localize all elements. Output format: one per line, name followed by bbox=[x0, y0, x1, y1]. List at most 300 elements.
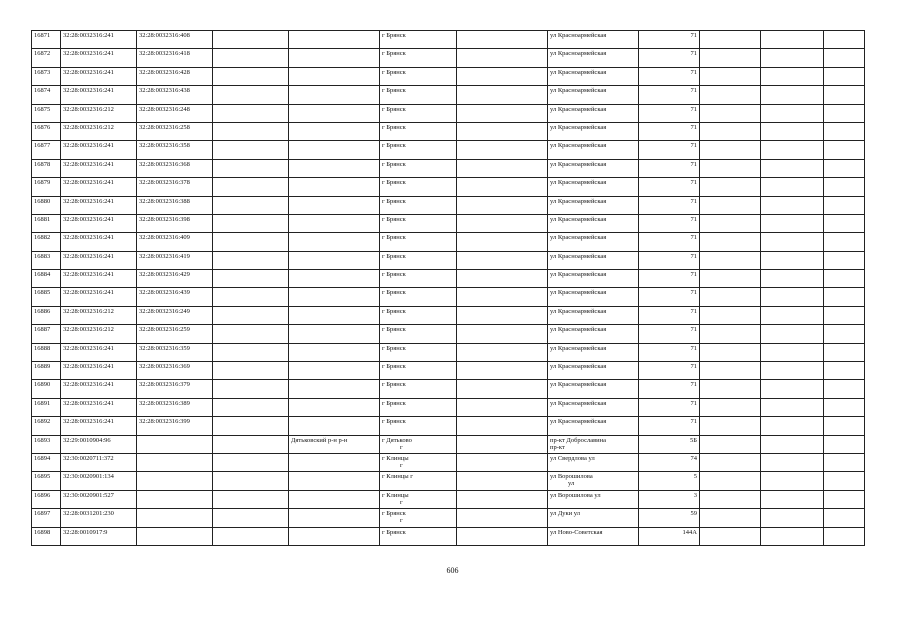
record-number-cell bbox=[32, 417, 61, 435]
table-row bbox=[32, 233, 865, 251]
cell-text: 32:28:0032316:249 bbox=[139, 307, 190, 315]
building-cadastral-number-cell bbox=[137, 343, 213, 361]
locality-cell bbox=[380, 31, 457, 49]
blank-cell bbox=[761, 86, 824, 104]
record-number-cell bbox=[32, 509, 61, 527]
cell-text: 71 bbox=[690, 32, 697, 39]
district-cell bbox=[289, 159, 380, 177]
blank-cell bbox=[824, 159, 865, 177]
locality-cell bbox=[380, 141, 457, 159]
cell-text: 16881 bbox=[34, 215, 51, 223]
cell-text: 32:28:0032316:241 bbox=[63, 215, 114, 223]
street-cell bbox=[548, 417, 639, 435]
blank-cell bbox=[824, 490, 865, 508]
cell-text: ул Свердлова ул bbox=[550, 454, 595, 462]
street-cell bbox=[548, 233, 639, 251]
cell-text: 5Б bbox=[690, 436, 697, 444]
cell-text: 71 bbox=[690, 215, 697, 223]
blank-cell bbox=[457, 86, 548, 104]
blank-cell bbox=[213, 49, 289, 67]
house-number-cell bbox=[639, 417, 700, 435]
blank-cell bbox=[824, 49, 865, 67]
blank-cell bbox=[700, 178, 761, 196]
blank-cell bbox=[213, 380, 289, 398]
cell-text: 71 bbox=[690, 234, 697, 242]
house-number-cell bbox=[639, 288, 700, 306]
blank-cell bbox=[824, 472, 865, 490]
cell-text: ул Красноармейская bbox=[550, 271, 607, 279]
blank-cell bbox=[457, 453, 548, 471]
blank-cell bbox=[761, 31, 824, 49]
locality-cell bbox=[380, 453, 457, 471]
record-number-cell bbox=[32, 159, 61, 177]
district-cell bbox=[289, 472, 380, 490]
blank-cell bbox=[457, 306, 548, 324]
cell-text: 32:28:0032316:241 bbox=[63, 363, 114, 371]
blank-cell bbox=[824, 417, 865, 435]
district-cell bbox=[289, 67, 380, 85]
locality-cell bbox=[380, 233, 457, 251]
table-row bbox=[32, 104, 865, 122]
blank-cell bbox=[457, 362, 548, 380]
blank-cell bbox=[761, 270, 824, 288]
street-cell bbox=[548, 527, 639, 545]
locality-cell bbox=[380, 490, 457, 508]
blank-cell bbox=[761, 435, 824, 453]
blank-cell bbox=[213, 159, 289, 177]
street-cell bbox=[548, 490, 639, 508]
cell-text: ул Дуки ул bbox=[550, 510, 580, 518]
record-number-cell bbox=[32, 270, 61, 288]
blank-cell bbox=[457, 343, 548, 361]
cell-text: 32:28:0032316:241 bbox=[63, 197, 114, 205]
cell-subtext: ул bbox=[568, 480, 575, 488]
table-row bbox=[32, 214, 865, 232]
building-cadastral-number-cell bbox=[137, 435, 213, 453]
district-cell bbox=[289, 325, 380, 343]
blank-cell bbox=[457, 122, 548, 140]
blank-cell bbox=[700, 343, 761, 361]
blank-cell bbox=[761, 67, 824, 85]
cell-text: 32:28:0032316:212 bbox=[63, 105, 114, 113]
cell-text: 16882 bbox=[34, 234, 51, 242]
house-number-cell bbox=[639, 196, 700, 214]
locality-cell bbox=[380, 380, 457, 398]
table-row bbox=[32, 435, 865, 453]
cell-text: 32:28:0032316:379 bbox=[139, 381, 190, 389]
street-cell bbox=[548, 509, 639, 527]
blank-cell bbox=[213, 362, 289, 380]
cell-text: 16886 bbox=[34, 307, 51, 315]
record-number-cell bbox=[32, 362, 61, 380]
parcel-cadastral-number-cell bbox=[61, 343, 137, 361]
blank-cell bbox=[700, 417, 761, 435]
cell-text: 16873 bbox=[34, 68, 51, 76]
blank-cell bbox=[700, 288, 761, 306]
table-row bbox=[32, 251, 865, 269]
blank-cell bbox=[213, 196, 289, 214]
street-cell bbox=[548, 214, 639, 232]
locality-cell bbox=[380, 122, 457, 140]
cell-text: 32:28:0032316:378 bbox=[139, 179, 190, 187]
district-cell bbox=[289, 490, 380, 508]
locality-cell bbox=[380, 288, 457, 306]
blank-cell bbox=[824, 214, 865, 232]
building-cadastral-number-cell bbox=[137, 214, 213, 232]
locality-cell bbox=[380, 104, 457, 122]
blank-cell bbox=[761, 214, 824, 232]
street-cell bbox=[548, 362, 639, 380]
table-row bbox=[32, 67, 865, 85]
cell-text: 144А bbox=[682, 528, 697, 536]
table-row bbox=[32, 306, 865, 324]
cell-text: 32:28:0032316:258 bbox=[139, 123, 190, 131]
cell-text: 32:28:0032316:388 bbox=[139, 197, 190, 205]
blank-cell bbox=[824, 325, 865, 343]
blank-cell bbox=[700, 49, 761, 67]
blank-cell bbox=[700, 214, 761, 232]
cell-text: 32:28:0032316:241 bbox=[63, 32, 114, 39]
building-cadastral-number-cell bbox=[137, 380, 213, 398]
house-number-cell bbox=[639, 214, 700, 232]
blank-cell bbox=[700, 435, 761, 453]
cell-text: 32:28:0032316:429 bbox=[139, 271, 190, 279]
record-number-cell bbox=[32, 31, 61, 49]
blank-cell bbox=[213, 306, 289, 324]
cell-text: 16872 bbox=[34, 50, 51, 58]
building-cadastral-number-cell bbox=[137, 251, 213, 269]
cell-text: ул Красноармейская bbox=[550, 123, 607, 131]
cell-text: г Брянск bbox=[382, 307, 406, 315]
house-number-cell bbox=[639, 453, 700, 471]
blank-cell bbox=[761, 417, 824, 435]
cell-text: 32:28:0032316:241 bbox=[63, 179, 114, 187]
record-number-cell bbox=[32, 104, 61, 122]
blank-cell bbox=[761, 509, 824, 527]
cell-text: 16889 bbox=[34, 363, 51, 371]
building-cadastral-number-cell bbox=[137, 306, 213, 324]
blank-cell bbox=[700, 86, 761, 104]
cell-text: г Брянск bbox=[382, 87, 406, 95]
blank-cell bbox=[213, 31, 289, 49]
building-cadastral-number-cell bbox=[137, 288, 213, 306]
blank-cell bbox=[457, 141, 548, 159]
blank-cell bbox=[457, 233, 548, 251]
house-number-cell bbox=[639, 178, 700, 196]
cell-text: ул Красноармейская bbox=[550, 142, 607, 150]
cell-text: ул Красноармейская bbox=[550, 344, 607, 352]
cell-text: 32:28:0032316:368 bbox=[139, 160, 190, 168]
cell-text: ул Красноармейская bbox=[550, 326, 607, 334]
cell-text: ул Красноармейская bbox=[550, 32, 607, 39]
blank-cell bbox=[824, 380, 865, 398]
locality-cell bbox=[380, 417, 457, 435]
cell-text: 71 bbox=[690, 381, 697, 389]
street-cell bbox=[548, 141, 639, 159]
cell-text: г Брянск bbox=[382, 289, 406, 297]
house-number-cell bbox=[639, 67, 700, 85]
blank-cell bbox=[213, 417, 289, 435]
blank-cell bbox=[457, 288, 548, 306]
house-number-cell bbox=[639, 251, 700, 269]
cell-text: 32:28:0032316:241 bbox=[63, 68, 114, 76]
blank-cell bbox=[700, 233, 761, 251]
cell-text: г Брянск bbox=[382, 160, 406, 168]
table-row bbox=[32, 31, 865, 49]
building-cadastral-number-cell bbox=[137, 67, 213, 85]
parcel-cadastral-number-cell bbox=[61, 362, 137, 380]
locality-cell bbox=[380, 343, 457, 361]
building-cadastral-number-cell bbox=[137, 196, 213, 214]
register-table bbox=[31, 30, 865, 546]
cell-text: пр-кт Доброславина bbox=[550, 436, 607, 444]
cell-text: г Клинцы bbox=[382, 454, 409, 462]
cell-subtext: г bbox=[400, 517, 403, 525]
house-number-cell bbox=[639, 435, 700, 453]
house-number-cell bbox=[639, 398, 700, 416]
parcel-cadastral-number-cell bbox=[61, 509, 137, 527]
house-number-cell bbox=[639, 380, 700, 398]
cell-text: г Брянск bbox=[382, 399, 406, 407]
cell-text: 16880 bbox=[34, 197, 51, 205]
blank-cell bbox=[213, 288, 289, 306]
district-cell bbox=[289, 86, 380, 104]
record-number-cell bbox=[32, 251, 61, 269]
record-number-cell bbox=[32, 86, 61, 104]
locality-cell bbox=[380, 251, 457, 269]
district-cell bbox=[289, 288, 380, 306]
street-cell bbox=[548, 178, 639, 196]
cell-text: 32:28:0032316:439 bbox=[139, 289, 190, 297]
blank-cell bbox=[457, 398, 548, 416]
locality-cell bbox=[380, 472, 457, 490]
locality-cell bbox=[380, 178, 457, 196]
cell-text: 32:30:0020901:527 bbox=[63, 491, 114, 499]
district-cell bbox=[289, 306, 380, 324]
cell-text: 16891 bbox=[34, 399, 51, 407]
cell-text: ул Красноармейская bbox=[550, 179, 607, 187]
locality-cell bbox=[380, 270, 457, 288]
cell-text: 71 bbox=[690, 418, 697, 426]
blank-cell bbox=[700, 509, 761, 527]
record-number-cell bbox=[32, 472, 61, 490]
cell-text: 32:28:0032316:399 bbox=[139, 418, 190, 426]
blank-cell bbox=[761, 104, 824, 122]
blank-cell bbox=[700, 141, 761, 159]
cell-text: г Клинцы bbox=[382, 491, 409, 499]
cell-text: 3 bbox=[693, 491, 697, 499]
table-row bbox=[32, 270, 865, 288]
cell-text: 32:28:0032316:438 bbox=[139, 87, 190, 95]
building-cadastral-number-cell bbox=[137, 362, 213, 380]
cell-text: 71 bbox=[690, 142, 697, 150]
record-number-cell bbox=[32, 343, 61, 361]
record-number-cell bbox=[32, 325, 61, 343]
blank-cell bbox=[213, 472, 289, 490]
cell-text: 32:28:0031201:230 bbox=[63, 510, 114, 518]
cell-text: 32:30:0020711:372 bbox=[63, 454, 114, 462]
cell-text: г Брянск bbox=[382, 252, 406, 260]
blank-cell bbox=[761, 325, 824, 343]
blank-cell bbox=[761, 380, 824, 398]
house-number-cell bbox=[639, 31, 700, 49]
cell-text: 16876 bbox=[34, 123, 51, 131]
blank-cell bbox=[457, 251, 548, 269]
cell-text: ул Красноармейская bbox=[550, 418, 607, 426]
building-cadastral-number-cell bbox=[137, 398, 213, 416]
cell-text: 16885 bbox=[34, 289, 51, 297]
blank-cell bbox=[457, 31, 548, 49]
cell-text: г Брянск bbox=[382, 418, 406, 426]
cell-text: 32:28:0032316:358 bbox=[139, 142, 190, 150]
parcel-cadastral-number-cell bbox=[61, 159, 137, 177]
cell-text: 71 bbox=[690, 160, 697, 168]
blank-cell bbox=[700, 67, 761, 85]
cell-text: 71 bbox=[690, 326, 697, 334]
blank-cell bbox=[761, 159, 824, 177]
parcel-cadastral-number-cell bbox=[61, 214, 137, 232]
cell-text: ул Красноармейская bbox=[550, 105, 607, 113]
street-cell bbox=[548, 49, 639, 67]
blank-cell bbox=[213, 67, 289, 85]
building-cadastral-number-cell bbox=[137, 86, 213, 104]
parcel-cadastral-number-cell bbox=[61, 104, 137, 122]
blank-cell bbox=[824, 453, 865, 471]
table-row bbox=[32, 453, 865, 471]
blank-cell bbox=[213, 490, 289, 508]
blank-cell bbox=[824, 233, 865, 251]
blank-cell bbox=[457, 178, 548, 196]
blank-cell bbox=[457, 509, 548, 527]
record-number-cell bbox=[32, 178, 61, 196]
cell-text: 16894 bbox=[34, 454, 51, 462]
district-cell bbox=[289, 196, 380, 214]
house-number-cell bbox=[639, 86, 700, 104]
building-cadastral-number-cell bbox=[137, 159, 213, 177]
parcel-cadastral-number-cell bbox=[61, 306, 137, 324]
street-cell bbox=[548, 159, 639, 177]
blank-cell bbox=[824, 435, 865, 453]
table-row bbox=[32, 343, 865, 361]
locality-cell bbox=[380, 435, 457, 453]
table-row bbox=[32, 380, 865, 398]
blank-cell bbox=[700, 380, 761, 398]
cell-text: 32:28:0032316:369 bbox=[139, 363, 190, 371]
blank-cell bbox=[761, 251, 824, 269]
cell-text: г Брянск bbox=[382, 528, 406, 536]
parcel-cadastral-number-cell bbox=[61, 122, 137, 140]
locality-cell bbox=[380, 49, 457, 67]
blank-cell bbox=[457, 49, 548, 67]
blank-cell bbox=[700, 453, 761, 471]
district-cell bbox=[289, 527, 380, 545]
blank-cell bbox=[213, 343, 289, 361]
blank-cell bbox=[761, 343, 824, 361]
cell-text: г Брянск bbox=[382, 363, 406, 371]
blank-cell bbox=[213, 435, 289, 453]
district-cell bbox=[289, 122, 380, 140]
cell-text: 32:28:0032316:241 bbox=[63, 289, 114, 297]
table-row bbox=[32, 159, 865, 177]
parcel-cadastral-number-cell bbox=[61, 490, 137, 508]
cell-text: 32:28:0032316:359 bbox=[139, 344, 190, 352]
district-cell bbox=[289, 417, 380, 435]
blank-cell bbox=[457, 104, 548, 122]
street-cell bbox=[548, 270, 639, 288]
building-cadastral-number-cell bbox=[137, 122, 213, 140]
cell-text: 16875 bbox=[34, 105, 51, 113]
blank-cell bbox=[761, 196, 824, 214]
blank-cell bbox=[824, 398, 865, 416]
blank-cell bbox=[213, 270, 289, 288]
cell-subtext: г bbox=[400, 443, 403, 451]
blank-cell bbox=[824, 67, 865, 85]
blank-cell bbox=[824, 122, 865, 140]
parcel-cadastral-number-cell bbox=[61, 270, 137, 288]
cell-text: 16878 bbox=[34, 160, 51, 168]
locality-cell bbox=[380, 509, 457, 527]
blank-cell bbox=[700, 325, 761, 343]
record-number-cell bbox=[32, 453, 61, 471]
cell-text: 32:28:0032316:398 bbox=[139, 215, 190, 223]
cell-text: 32:28:0032316:241 bbox=[63, 234, 114, 242]
cell-text: 16874 bbox=[34, 87, 51, 95]
locality-cell bbox=[380, 398, 457, 416]
blank-cell bbox=[700, 251, 761, 269]
blank-cell bbox=[457, 527, 548, 545]
cell-text: 71 bbox=[690, 50, 697, 58]
district-cell bbox=[289, 251, 380, 269]
house-number-cell bbox=[639, 362, 700, 380]
cell-text: 16892 bbox=[34, 418, 51, 426]
blank-cell bbox=[213, 233, 289, 251]
building-cadastral-number-cell bbox=[137, 325, 213, 343]
cell-text: г Брянск bbox=[382, 215, 406, 223]
cell-text: ул Ворошилова ул bbox=[550, 491, 601, 499]
cell-text: 32:29:0010904:96 bbox=[63, 436, 111, 444]
cell-text: ул Красноармейская bbox=[550, 50, 607, 58]
blank-cell bbox=[824, 306, 865, 324]
house-number-cell bbox=[639, 527, 700, 545]
blank-cell bbox=[700, 31, 761, 49]
building-cadastral-number-cell bbox=[137, 141, 213, 159]
house-number-cell bbox=[639, 104, 700, 122]
cell-text: 71 bbox=[690, 179, 697, 187]
blank-cell bbox=[457, 159, 548, 177]
cell-text: 32:28:0032316:241 bbox=[63, 252, 114, 260]
cell-text: 16893 bbox=[34, 436, 51, 444]
cell-text: 32:30:0020901:134 bbox=[63, 473, 114, 481]
parcel-cadastral-number-cell bbox=[61, 398, 137, 416]
cell-text: г Брянск bbox=[382, 510, 406, 518]
blank-cell bbox=[457, 417, 548, 435]
street-cell bbox=[548, 86, 639, 104]
blank-cell bbox=[457, 472, 548, 490]
house-number-cell bbox=[639, 159, 700, 177]
blank-cell bbox=[761, 306, 824, 324]
building-cadastral-number-cell bbox=[137, 178, 213, 196]
record-number-cell bbox=[32, 233, 61, 251]
table-row bbox=[32, 49, 865, 67]
blank-cell bbox=[213, 104, 289, 122]
street-cell bbox=[548, 104, 639, 122]
cell-subtext: пр-кт bbox=[550, 443, 565, 451]
record-number-cell bbox=[32, 214, 61, 232]
cell-text: г Брянск bbox=[382, 344, 406, 352]
cell-text: 32:28:0032316:241 bbox=[63, 381, 114, 389]
street-cell bbox=[548, 306, 639, 324]
locality-cell bbox=[380, 86, 457, 104]
